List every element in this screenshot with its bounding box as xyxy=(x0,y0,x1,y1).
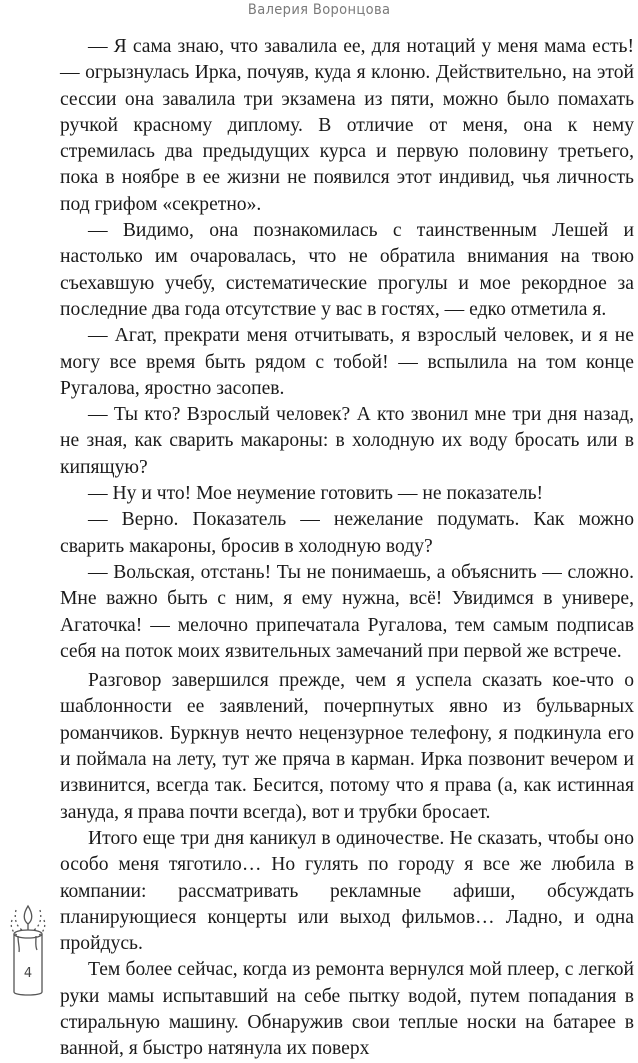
paragraph: Разговор завершился прежде, чем я успела сказать кое-что о шаблонности ее заявлений, почерпнутых явно из бульварных романчиков. Буркнув нечто нецензурное телефону, я подкинула его и поймала на лету, тут же пряча в карман. Ирка позвонит вечером и извинится, всегда так. Бесится, потому что я права (а, как истинная зануда, я права почти всегда), вот и трубки бросает. xyxy=(60,670,634,823)
body-text xyxy=(60,34,634,1063)
paragraph: — Ну и что! Мое неумение готовить — не показатель! xyxy=(88,483,544,505)
paragraph: — Агат, прекрати меня отчитывать, я взрослый человек, и я не могу все время быть рядом с тобой! — вспылила на том конце Ругалова, яростно засопев. xyxy=(60,325,634,399)
candle-icon xyxy=(2,900,54,1000)
running-header xyxy=(0,0,638,34)
running-title: Валерия Воронцова xyxy=(247,2,391,18)
paragraph: — Вольская, отстань! Ты не понимаешь, а объяснить — сложно. Мне важно быть с ним, я ему нужна, всё! Увидимся в универе, Агаточка! — мелочно припечатала Ругалова, тем самым подписав себя на поток моих язвительных замечаний при первой же встрече. xyxy=(60,561,634,662)
paragraph: Тем более сейчас, когда из ремонта вернулся мой плеер, с легкой руки мамы испытавший на себе пытку водой, путем попадания в стиральную машину. Обнаружив свои теплые носки на батарее в ванной, я быстро натянула их поверх xyxy=(60,959,634,1060)
paragraph: — Видимо, она познакомилась с таинственным Лешей и настолько им очаровалась, что не обратила внимания на твою съехавшую учебу, систематические прогулы и мое рекордное за последние два года отсутствие у вас в гостях, — едко отметила я. xyxy=(60,220,634,320)
paragraph: — Ты кто? Взрослый человек? А кто звонил мне три дня назад, не зная, как сварить макароны: в холодную их воду бросать или в кипящую? xyxy=(60,404,634,478)
paragraph: — Верно. Показатель — нежелание подумать. Как можно сварить макароны, бросив в холодную воду? xyxy=(60,509,634,557)
paragraph: Итого еще три дня каникул в одиночестве. Не сказать, чтобы оно особо меня тяготило… Но гулять по городу я все же любила в компании: рассматривать рекламные афиши, обсуждать планирующиеся концерты или выход фильмов… Ладно, и одна пройдусь. xyxy=(60,827,634,955)
page-number: 4 xyxy=(23,966,33,981)
paragraph: — Я сама знаю, что завалила ее, для нотаций у меня мама есть! — огрызнулась Ирка, почуяв, куда я клоню. Действительно, на этой сессии она завалила три экзамена из пяти, можно было помахать ручкой красному диплому. В отличие от меня, она к нему стремилась два предыдущих курса и первую половину третьего, пока в ноябре в ее жизни не появился этот индивид, чья личность под грифом «секретно». xyxy=(60,36,634,215)
